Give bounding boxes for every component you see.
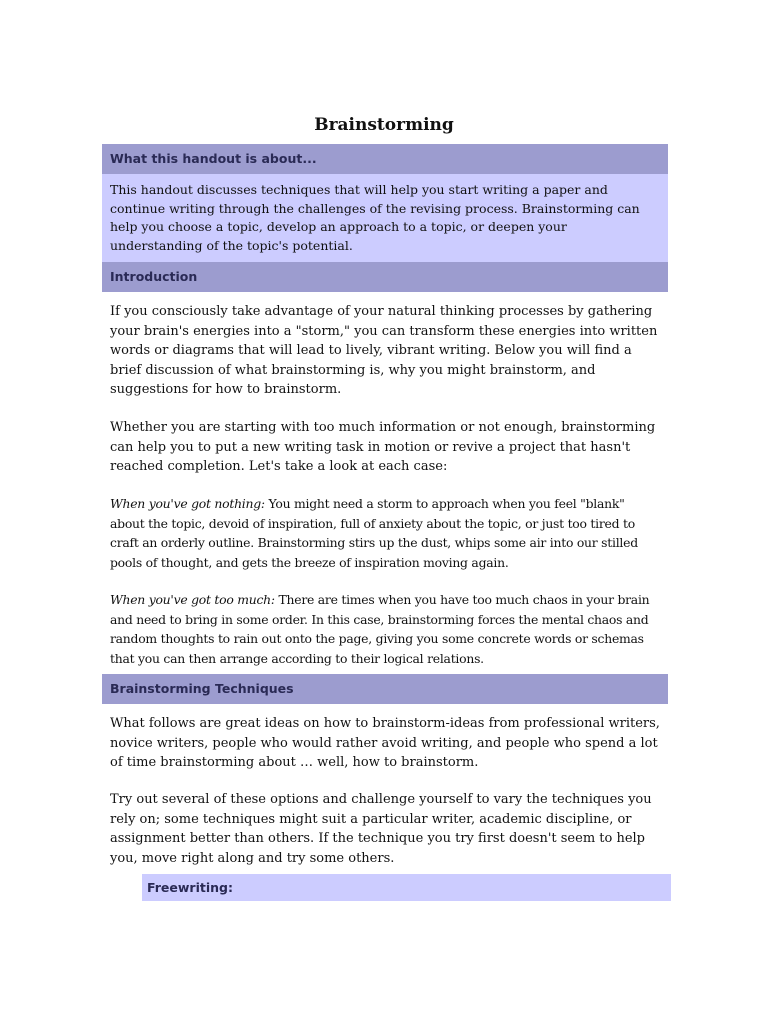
section-header-about: What this handout is about... bbox=[102, 144, 668, 174]
techniques-paragraph-1: What follows are great ideas on how to brainstorm-ideas from professional writers, novice writers, people who would rather avoid writing, and people who spend a lot of time brainstorming about … well, how to brainstorm. bbox=[110, 716, 660, 771]
section-header-introduction: Introduction bbox=[102, 262, 668, 292]
intro-paragraph-1: If you consciously take advantage of your natural thinking processes by gathering your brain's energies into a "storm," you can transform these energies into written words or diagrams that will lead to lively, vibrant writing. Below you will find a brief discussion of what brainstorming is, why you might brainstorm, and suggestions for how to brainstorm. bbox=[110, 304, 658, 398]
too-much-lead: When you've got too much: bbox=[110, 592, 275, 607]
section-header-techniques: Brainstorming Techniques bbox=[102, 674, 668, 704]
intro-paragraph-2: Whether you are starting with too much information or not enough, brainstorming can help you to put a new writing task in motion or revive a project that hasn't reached completion. Let's take a look at each case: bbox=[110, 420, 656, 475]
intro-paragraph-too-much bbox=[110, 590, 662, 668]
page-title: Brainstorming bbox=[314, 115, 454, 135]
nothing-text: You might need a storm to approach when you feel "blank" about the topic, devoid of inspiration, full of anxiety about the topic, or just too tired to craft an orderly outline. Brainstorming stirs up the dust, whips some air into our stilled pools of thought, and gets the breeze of inspiration moving again. bbox=[110, 496, 638, 570]
intro-paragraph-nothing bbox=[110, 494, 662, 572]
about-summary-box: This handout discusses techniques that will help you start writing a paper and continue writing through the challenges of the revising process. Brainstorming can help you choose a topic, develop an approach to a topic, or deepen your understanding of the topic's potential. bbox=[102, 174, 668, 262]
techniques-paragraph-2: Try out several of these options and challenge yourself to vary the techniques you rely on; some techniques might suit a particular writer, academic discipline, or assignment better than others. If the technique you try first doesn't seem to help you, move right along and try some others. bbox=[110, 792, 652, 866]
subheader-freewriting: Freewriting: bbox=[142, 874, 671, 901]
too-much-text: There are times when you have too much chaos in your brain and need to bring in some order. In this case, brainstorming forces the mental chaos and random thoughts to rain out onto the page, giving you some concrete words or schemas that you can then arrange according to their logical relations. bbox=[110, 592, 650, 666]
nothing-lead: When you've got nothing: bbox=[110, 496, 265, 511]
